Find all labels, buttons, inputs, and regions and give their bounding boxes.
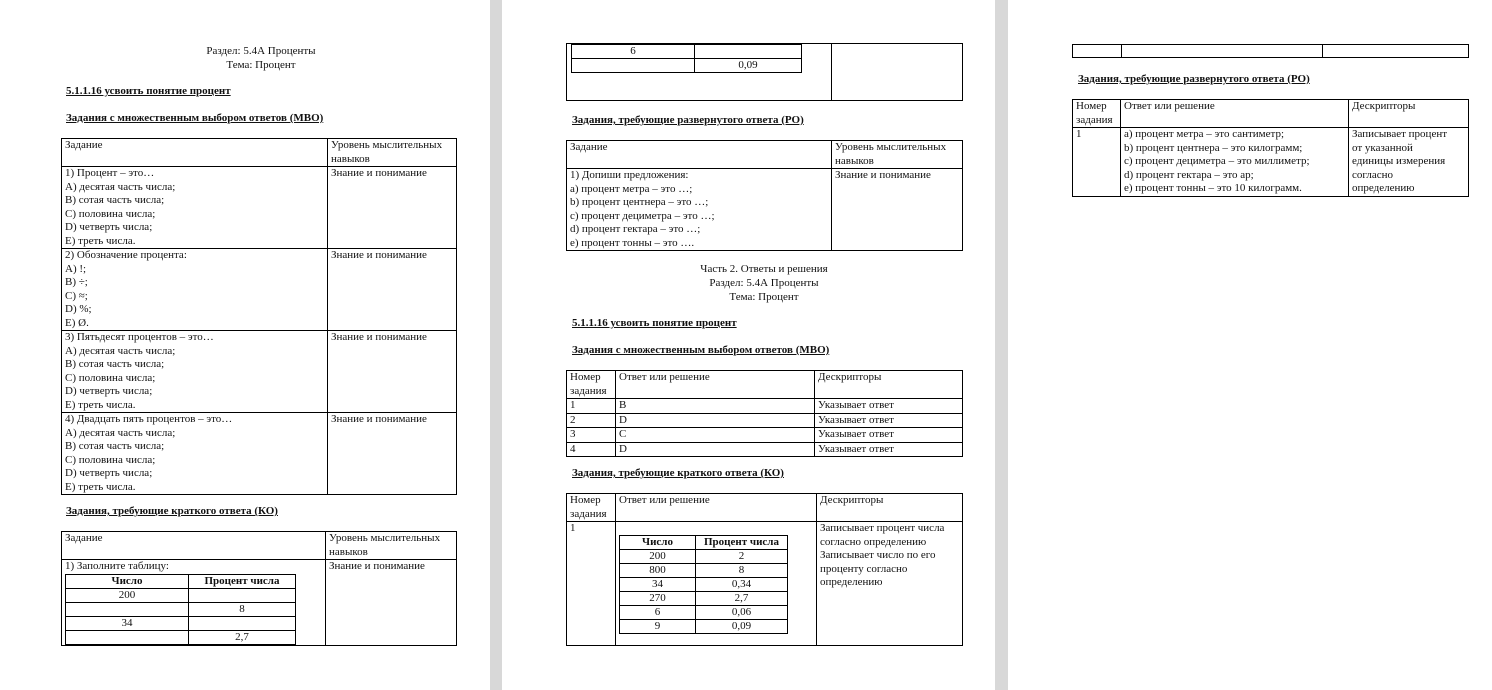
inner-cell: 0,09 (696, 620, 788, 634)
column-header-number: Номер задания (1073, 100, 1121, 128)
inner-cell: 0,34 (696, 578, 788, 592)
option-line: D) четверть числа; (65, 385, 153, 397)
option-line: B) сотая часть числа; (65, 358, 165, 370)
descriptor-cell: Указывает ответ (815, 428, 963, 443)
answer-cell: C (616, 428, 815, 443)
option-line: E) Ø. (65, 316, 89, 329)
part-title-line: Часть 2. Ответы и решения (700, 263, 828, 275)
task-number-cell: 1 (567, 522, 616, 646)
document-page-2 (502, 0, 995, 690)
level-cell: Знание и понимание (328, 413, 457, 495)
inner-cell (695, 45, 802, 59)
topic-title-line: Тема: Процент (226, 59, 296, 71)
table-row (620, 550, 788, 564)
inner-header-number: Число (66, 574, 189, 588)
inner-cell: 6 (572, 45, 695, 59)
column-header-task: Задание (567, 141, 832, 169)
column-header-task: Задание (62, 139, 328, 167)
inner-cell: 34 (66, 616, 189, 630)
inner-cell: 2,7 (696, 592, 788, 606)
option-line: B) ÷; (65, 276, 88, 288)
learning-objective: 5.1.1.16 усвоить понятие процент (572, 317, 737, 329)
ko-heading: Задания, требующие краткого ответа (КО) (572, 467, 784, 479)
task-cell (62, 331, 328, 413)
ko-answers-table (566, 493, 963, 646)
mvo-task-table (61, 138, 457, 495)
inner-header-percent: Процент числа (189, 574, 296, 588)
topic-title-line: Тема: Процент (729, 291, 799, 303)
table-row (572, 45, 802, 59)
level-cell: Знание и понимание (326, 560, 457, 646)
inner-cell: 2,7 (189, 630, 296, 644)
column-header-descriptors: Дескрипторы (817, 494, 963, 522)
ko-answers-table-continued (1072, 44, 1469, 58)
page-gap (995, 0, 1008, 690)
column-header-answer: Ответ или решение (616, 371, 815, 399)
level-cell: Знание и понимание (328, 249, 457, 331)
option-line: A) десятая часть числа; (65, 426, 176, 439)
ro-answers-table (1072, 99, 1469, 197)
table-row (567, 428, 963, 443)
mvo-answers-table (566, 370, 963, 457)
descriptor-line: единицы измерения (1352, 155, 1446, 167)
column-header-answer: Ответ или решение (1121, 100, 1349, 128)
table-row (66, 588, 296, 602)
answer-line: e) процент тонны – это 10 килограмм. (1124, 182, 1302, 194)
inner-cell: 270 (620, 592, 696, 606)
document-page-3 (1008, 0, 1492, 690)
table-row (62, 167, 457, 249)
option-line: A) десятая часть числа; (65, 180, 176, 193)
descriptor-line: от указанной (1352, 141, 1413, 154)
column-header-descriptors: Дескрипторы (1349, 100, 1469, 128)
table-row (567, 413, 963, 428)
column-header-task: Задание (62, 532, 326, 560)
inner-cell: 2 (696, 550, 788, 564)
level-cell: Знание и понимание (832, 169, 963, 251)
task-line: 1) Заполните таблицу: (65, 560, 169, 572)
option-line: B) сотая часть числа; (65, 194, 165, 206)
task-line: c) процент дециметра – это …; (570, 209, 715, 222)
table-row (1073, 128, 1469, 197)
descriptor-line: Записывает процент числа (820, 522, 945, 534)
table-row (620, 620, 788, 634)
option-line: E) треть числа. (65, 234, 136, 247)
inner-cell: 8 (696, 564, 788, 578)
task-line: a) процент метра – это …; (570, 182, 693, 195)
task-number-cell (1073, 45, 1122, 58)
inner-cell (572, 59, 695, 73)
column-header-level: Уровень мыслительных навыков (326, 532, 457, 560)
solution-table (619, 535, 788, 634)
table-row (620, 606, 788, 620)
table-row (62, 560, 457, 646)
table-row (572, 59, 802, 73)
option-line: D) четверть числа; (65, 221, 153, 233)
table-row (620, 592, 788, 606)
option-line: E) треть числа. (65, 398, 136, 411)
table-row (62, 249, 457, 331)
table-row (62, 413, 457, 495)
task-cell (567, 44, 832, 101)
answer-cell: B (616, 399, 815, 414)
descriptor-line: Записывает процент (1352, 128, 1448, 140)
task-line: 1) Допиши предложения: (570, 169, 689, 181)
answer-cell (1121, 128, 1349, 197)
learning-objective: 5.1.1.16 усвоить понятие процент (66, 85, 231, 97)
task-line: 4) Двадцать пять процентов – это… (65, 413, 233, 425)
inner-cell: 0,06 (696, 606, 788, 620)
option-line: C) ≈; (65, 289, 88, 302)
descriptor-line: определению (1352, 182, 1415, 194)
inner-header-number: Число (620, 536, 696, 550)
descriptor-cell: Указывает ответ (815, 442, 963, 457)
task-cell (62, 167, 328, 249)
descriptor-line: Записывает число по его (820, 549, 936, 561)
column-header-number: Номер задания (567, 371, 616, 399)
task-number-cell: 4 (567, 442, 616, 457)
fill-in-table (65, 574, 296, 645)
ko-heading: Задания, требующие краткого ответа (КО) (66, 505, 278, 517)
descriptor-cell (817, 522, 963, 646)
table-row (567, 169, 963, 251)
option-line: C) половина числа; (65, 453, 156, 466)
table-row (66, 616, 296, 630)
inner-cell: 200 (66, 588, 189, 602)
answer-line: b) процент центнера – это килограмм; (1124, 141, 1303, 154)
task-number-cell: 1 (567, 399, 616, 414)
mvo-heading: Задания с множественным выбором ответов (МВО) (572, 344, 830, 356)
table-row (567, 442, 963, 457)
task-line: e) процент тонны – это …. (570, 236, 695, 249)
inner-cell: 9 (620, 620, 696, 634)
ro-heading: Задания, требующие развернутого ответа (РО) (572, 114, 804, 126)
table-row (620, 564, 788, 578)
task-number-cell: 3 (567, 428, 616, 443)
task-line: b) процент центнера – это …; (570, 196, 709, 208)
document-page-1 (0, 0, 490, 690)
option-line: E) треть числа. (65, 480, 136, 493)
inner-cell (66, 630, 189, 644)
inner-cell: 8 (189, 602, 296, 616)
column-header-level: Уровень мыслительных навыков (832, 141, 963, 169)
descriptor-line: согласно определению (820, 535, 927, 548)
mvo-heading: Задания с множественным выбором ответов (МВО) (66, 112, 324, 124)
section-title-line: Раздел: 5.4А Проценты (709, 277, 819, 289)
table-row (567, 399, 963, 414)
task-cell (62, 413, 328, 495)
descriptor-cell (1349, 128, 1469, 197)
task-cell (62, 249, 328, 331)
table-row (620, 578, 788, 592)
inner-cell: 6 (620, 606, 696, 620)
column-header-descriptors: Дескрипторы (815, 371, 963, 399)
answer-line: d) процент гектара – это ар; (1124, 168, 1254, 181)
option-line: D) четверть числа; (65, 467, 153, 479)
task-line: 2) Обозначение процента: (65, 249, 187, 261)
descriptor-line: проценту согласно (820, 562, 908, 575)
column-header-level: Уровень мыслительных навыков (328, 139, 457, 167)
table-row (1073, 45, 1469, 58)
option-line: C) половина числа; (65, 371, 156, 384)
table-row (66, 630, 296, 644)
table-row (567, 522, 963, 646)
section-title (0, 44, 490, 72)
ko-task-table (61, 531, 457, 646)
ro-heading: Задания, требующие развернутого ответа (РО) (1078, 73, 1310, 85)
level-cell: Знание и понимание (328, 167, 457, 249)
page-gap (490, 0, 502, 690)
task-cell (567, 169, 832, 251)
column-header-answer: Ответ или решение (616, 494, 817, 522)
level-cell (832, 44, 963, 101)
descriptor-line: согласно (1352, 168, 1393, 181)
option-line: C) половина числа; (65, 207, 156, 220)
level-cell: Знание и понимание (328, 331, 457, 413)
fill-in-table (571, 44, 802, 73)
task-line: 1) Процент – это… (65, 167, 155, 179)
task-line: d) процент гектара – это …; (570, 223, 701, 235)
answer-cell (616, 522, 817, 646)
task-number-cell: 1 (1073, 128, 1121, 197)
column-header-number: Номер задания (567, 494, 616, 522)
answer-cell: D (616, 413, 815, 428)
inner-cell (189, 616, 296, 630)
option-line: B) сотая часть числа; (65, 440, 165, 452)
descriptor-cell: Указывает ответ (815, 399, 963, 414)
task-line: 3) Пятьдесят процентов – это… (65, 331, 214, 343)
answer-line: c) процент дециметра – это миллиметр; (1124, 155, 1310, 167)
inner-cell: 800 (620, 564, 696, 578)
option-line: D) %; (65, 303, 92, 315)
option-line: A) !; (65, 262, 87, 275)
descriptor-line: определению (820, 576, 883, 588)
ro-task-table (566, 140, 963, 251)
option-line: A) десятая часть числа; (65, 344, 176, 357)
inner-cell: 34 (620, 578, 696, 592)
ko-task-table-continued (566, 43, 963, 101)
inner-header-percent: Процент числа (696, 536, 788, 550)
table-row (66, 602, 296, 616)
answer-cell (1122, 45, 1323, 58)
inner-cell: 0,09 (695, 59, 802, 73)
section-title-line: Раздел: 5.4А Проценты (206, 45, 316, 57)
task-number-cell: 2 (567, 413, 616, 428)
descriptor-cell (1323, 45, 1469, 58)
inner-cell (66, 602, 189, 616)
descriptor-cell: Указывает ответ (815, 413, 963, 428)
inner-cell: 200 (620, 550, 696, 564)
inner-cell (189, 588, 296, 602)
table-row (567, 44, 963, 101)
task-cell (62, 560, 326, 646)
answer-line: a) процент метра – это сантиметр; (1124, 128, 1285, 140)
answer-cell: D (616, 442, 815, 457)
table-row (62, 331, 457, 413)
answers-section-title (502, 262, 995, 304)
